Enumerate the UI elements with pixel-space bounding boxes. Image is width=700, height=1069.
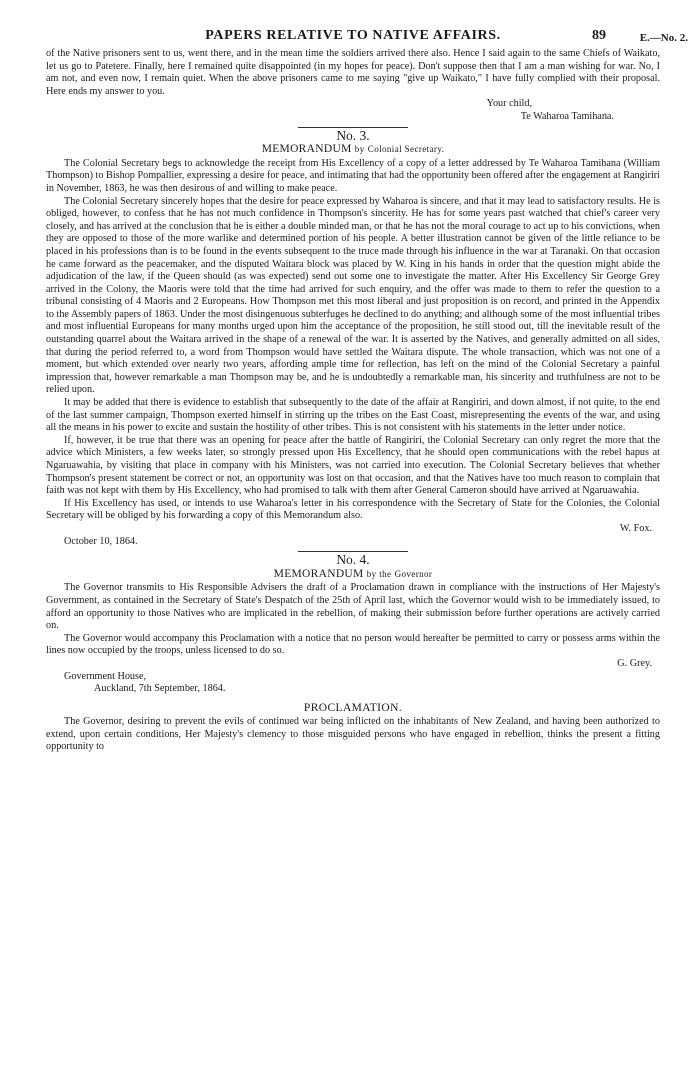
paragraph: The Governor transmits to His Responsible Advisers the draft of a Proclamation drawn in compliance with the instructions of Her Majesty's Government, as contained in the Secretary of State's Despatch of the 25th of April last, which the Governor would wish to be immediately issued, to afford an opportunity to those Natives who are implicated in the rebellion, of making their submission before further operations are actively carried on. [46, 582, 660, 632]
proclamation-heading: PROCLAMATION. [303, 701, 403, 714]
signature: G. Grey. [617, 657, 652, 669]
heading-by: by the [366, 568, 392, 579]
paragraph: It may be added that there is evidence to establish that subsequently to the date of the affair at Rangiriri, and down almost, if not quite, to the end of the last summer campaign, Thompson exerted himself in stirring up the tribes on the East Coast, misrepresenting the events of the war, and using all the means in his power to excite and sustain the hostility of other tribes. This is not consistent with his statements in the letter under notice. [46, 397, 660, 434]
heading-by: by [354, 144, 365, 155]
place-line: Government House, [64, 670, 147, 682]
signature: W. Fox. [619, 522, 652, 534]
heading-title: MEMORANDUM [273, 567, 364, 580]
letter-signature: Te Waharoa Tamihana. [520, 110, 614, 122]
memorandum-no-4 [46, 554, 660, 696]
paragraph: The Colonial Secretary sincerely hopes that the desire for peace expressed by Waharoa is sincere, and that it may lead to satisfactory results. He is obliged, however, to confess that he has not much confidence in Thompson's sincerity. He has for some years past watched that chief's career very closely, and has arrived at the conclusion that he is either a double minded man, or that he has not the moral courage to act up to his convictions, when they are opposed to those of the more warlike and determined portion of his people. A better illustration cannot be given of the little reliance to be placed in his professions than is to be found in the events subsequent to the truce made through his influence in the war at Taranaki. On that occasion he came forward as the peacemaker, and the disputed Waitara block was placed by W. King in his hands in order that the question might abide the adjudication of the law, if the Queen should (as was expected) send out some one to investigate the matter. After His Excellency Sir George Grey arrived in the Colony, the Maoris were told that the time had arrived for such enquiry, and the offer was made to them to refer the question to a tribunal consisting of 4 Maoris and 2 Europeans. How Thompson met this most liberal and just proposition is on record, and printed in the Appendix to the Assembly papers of 1863. Under the most disingenuous subterfuges he declined to do anything; and although some of the most influential tribes and most influential Europeans for many months urged upon him the acceptance of the proposition, he still stood out, till the inevitable result of the outstanding quarrel about the Waitara arrived in the shape of a renewal of the war. It is asserted by the Natives, and generally admitted on all sides, that during the period referred to, a word from Thompson would have settled the Waitara dispute. The whole transaction, which was not one of a moment, but which extended over nearly two years, affording ample time for reflection, has left on the mind of the Colonial Secretary a painful impression that, however remarkable a man Thompson may be, and he is undoubtedly a remarkable man, his sincerity and truthfulness are not to be relied upon. [46, 195, 660, 396]
paragraph: The Governor would accompany this Proclamation with a notice that no person would hereafter be permitted to carry or possess arms within the lines now occupied by the troops, unless licensed to do so. [46, 632, 660, 657]
heading-author: Colonial Secretary. [367, 144, 445, 155]
paragraph: If, however, it be true that there was an opening for peace after the battle of Rangiriri, the Colonial Secretary can only regret the more that the advice which Ministers, a few weeks later, so strongly pressed upon His Excellency, that he should open communications with the rebel hapus at Ngaruawahia, by visiting that place in company with his Ministers, was not carried into execution. The Colonial Secretary believes that whether Thompson's present statement be correct or not, an opportunity was lost on that occasion, and that the Natives have too much reason to complain that faith was not kept with them by His Excellency, who had promised to talk with them after General Cameron should have arrived at Ngaruawahia. [46, 434, 660, 497]
letter-closing: Your child, [486, 98, 532, 110]
memo-date: October 10, 1864. [64, 535, 138, 547]
intro-paragraph: of the Native prisoners sent to us, went there, and in the mean time the soldiers arrived there also. Hence I said again to the same Chiefs of Waikato, let us go to Patetere. Finally, here I remained quite disappointed (in my hopes for peace). Don't suppose then that I am a man wishing for war. No, I am not, and even now, I remain quiet. When the above prisoners came to me saying "give up Waikato," I have fully complied with their proposal. Here ends my answer to you. [46, 48, 660, 97]
heading-title: MEMORANDUM [261, 143, 352, 156]
document-reference: E.—No. 2. [639, 32, 688, 44]
section-number: No. 4. [336, 552, 370, 568]
page-number: 89 [592, 28, 606, 43]
proclamation-section [46, 702, 660, 754]
proclamation-paragraph: The Governor, desiring to prevent the evils of continued war being inflicted on the inhabitants of New Zealand, and having been authorized to extend, upon certain conditions, Her Majesty's clemency to those misguided persons who have engaged in rebellion, thinks the present a fitting opportunity to [46, 716, 660, 753]
paragraph: If His Excellency has used, or intends to use Waharoa's letter in his correspondence with the Secretary of State for the Colonies, the Colonial Secretary will be obliged by his forwarding a copy of this Memorandum also. [46, 497, 660, 522]
section-heading [46, 568, 660, 581]
paragraph: The Colonial Secretary begs to acknowledge the receipt from His Excellency of a copy of a letter addressed by Te Waharoa Tamihana (William Thompson) to Bishop Pompallier, expressing a desire for peace, and intimating that had the opportunity been offered after the engagement at Rangiriri in November, 1863, he was then desirous of and willing to make peace. [46, 157, 660, 194]
section-heading [46, 143, 660, 156]
section-number: No. 3. [336, 127, 370, 143]
date-line: Auckland, 7th September, 1864. [94, 683, 226, 695]
page-header [46, 26, 688, 48]
memorandum-no-3 [46, 127, 660, 549]
letter-ending [46, 48, 660, 124]
heading-author: Governor [394, 568, 433, 579]
running-title: PAPERS RELATIVE TO NATIVE AFFAIRS. [205, 28, 501, 43]
